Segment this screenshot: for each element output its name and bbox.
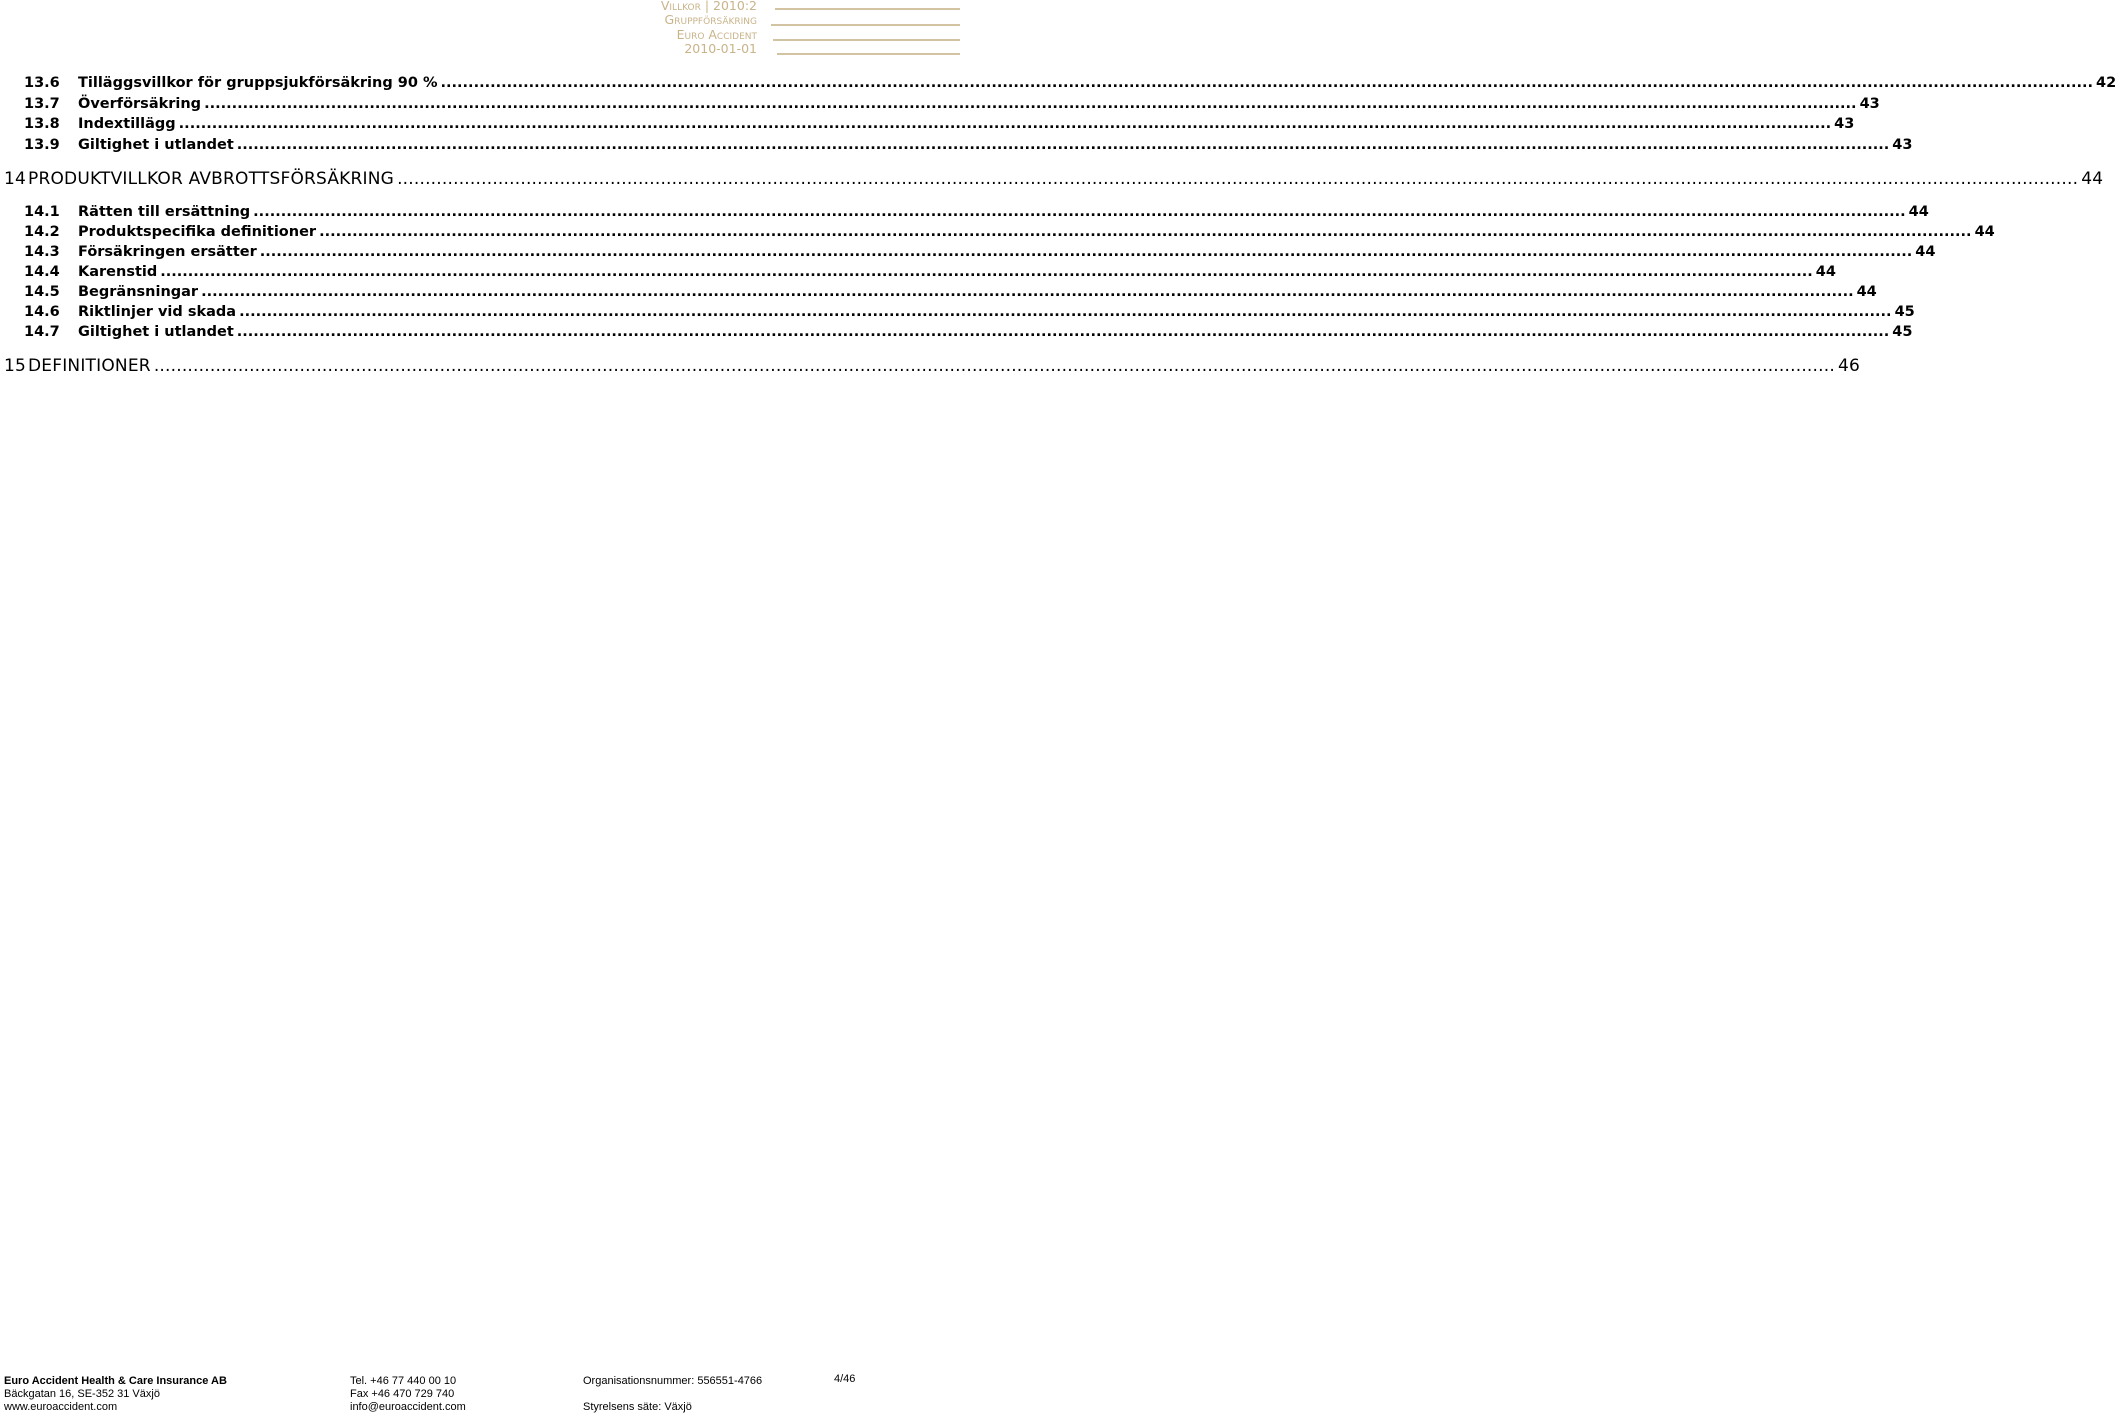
- toc-entry-page: 45: [1892, 324, 1913, 340]
- toc-entry[interactable]: [24, 224, 1995, 244]
- toc-entry-page: 43: [1859, 96, 1880, 112]
- toc-entry-number: 13.9: [24, 137, 60, 153]
- toc-entry[interactable]: [24, 264, 1836, 284]
- toc-entry-title: PRODUKTVILLKOR AVBROTTSFÖRSÄKRING: [28, 169, 395, 189]
- toc-entry-number: 14.2: [24, 224, 60, 240]
- toc-entry-title: Indextillägg: [78, 116, 176, 132]
- toc-entry-page: 44: [1856, 284, 1877, 300]
- toc-entry-page: 44: [2081, 169, 2104, 189]
- toc-entry[interactable]: [24, 96, 1880, 116]
- toc-entry-title: Karenstid: [78, 264, 158, 280]
- toc-entry-number: 13.8: [24, 116, 60, 132]
- toc-entry-number: 14.6: [24, 304, 60, 320]
- document-header: [620, 0, 757, 56]
- toc-entry-title: Tilläggsvillkor för gruppsjukförsäkring 90 %: [78, 75, 438, 91]
- toc-entry-page: 44: [1908, 204, 1929, 220]
- toc-entry-page: 46: [1837, 356, 1861, 376]
- toc-entry-page: 43: [1834, 116, 1855, 132]
- toc-entry-number: 15: [4, 356, 27, 376]
- toc-entry-title: Försäkringen ersätter: [78, 244, 257, 260]
- toc-dot-leader: ............................................................................................................................................................................................................................................................................................................: [259, 244, 1913, 260]
- header-rule-4: [777, 53, 960, 55]
- header-line-3: Euro Accident: [676, 26, 757, 42]
- toc-dot-leader: ............................................................................................................................................................................................................................................................................................................: [153, 356, 1835, 376]
- header-rule-3: [773, 39, 960, 41]
- toc-dot-leader: ............................................................................................................................................................................................................................................................................................................: [319, 224, 1972, 240]
- toc-entry-title: Giltighet i utlandet: [78, 137, 234, 153]
- toc-entry-number: 14: [4, 169, 27, 189]
- footer-org-number: Organisationsnummer: 556551-4766: [583, 1375, 763, 1387]
- footer-website[interactable]: www.euroaccident.com: [4, 1401, 118, 1413]
- toc-entry[interactable]: [24, 116, 1855, 136]
- footer-email[interactable]: info@euroaccident.com: [350, 1401, 466, 1413]
- toc-entry-page: 44: [1915, 244, 1936, 260]
- toc-dot-leader: ............................................................................................................................................................................................................................................................................................................: [397, 169, 2079, 189]
- toc-entry-number: 13.7: [24, 96, 60, 112]
- toc-entry-title: Riktlinjer vid skada: [78, 304, 237, 320]
- toc-entry[interactable]: [24, 75, 2116, 95]
- toc-dot-leader: ............................................................................................................................................................................................................................................................................................................: [178, 116, 1832, 132]
- toc-entry-title: Rätten till ersättning: [78, 204, 251, 220]
- footer-fax: Fax +46 470 729 740: [350, 1388, 455, 1400]
- footer-address: Bäckgatan 16, SE-352 31 Växjö: [4, 1388, 160, 1400]
- toc-entry[interactable]: [24, 204, 1929, 224]
- toc-entry-number: 14.4: [24, 264, 60, 280]
- toc-entry-number: 13.6: [24, 75, 60, 91]
- toc-entry-number: 14.1: [24, 204, 60, 220]
- toc-entry[interactable]: [4, 356, 1861, 376]
- footer-board-seat: Styrelsens säte: Växjö: [583, 1401, 692, 1413]
- toc-entry-number: 14.7: [24, 324, 60, 340]
- toc-dot-leader: ............................................................................................................................................................................................................................................................................................................: [201, 284, 1854, 300]
- toc-entry-title: DEFINITIONER: [28, 356, 151, 376]
- toc-entry[interactable]: [24, 284, 1877, 304]
- header-line-1: Villkor | 2010:2: [660, 0, 757, 13]
- toc-dot-leader: ............................................................................................................................................................................................................................................................................................................: [204, 96, 1857, 112]
- toc-entry-page: 44: [1974, 224, 1995, 240]
- header-doc-type: Villkor: [660, 0, 701, 13]
- toc-entry-title: Produktspecifika definitioner: [78, 224, 317, 240]
- toc-entry-page: 42: [2096, 75, 2116, 91]
- toc-entry[interactable]: [4, 169, 2104, 189]
- header-rule-2: [771, 24, 960, 26]
- toc-entry-page: 45: [1894, 304, 1915, 320]
- toc-entry[interactable]: [24, 324, 1913, 344]
- header-line-2: Gruppförsäkring: [664, 12, 757, 28]
- toc-entry-page: 44: [1815, 264, 1836, 280]
- toc-entry-title: Giltighet i utlandet: [78, 324, 234, 340]
- header-date: 2010-01-01: [684, 40, 757, 56]
- toc-entry[interactable]: [24, 244, 1936, 264]
- toc-entry[interactable]: [24, 137, 1913, 157]
- toc-entry-title: Begränsningar: [78, 284, 199, 300]
- toc-dot-leader: ............................................................................................................................................................................................................................................................................................................: [440, 75, 2094, 91]
- toc-dot-leader: ............................................................................................................................................................................................................................................................................................................: [236, 137, 1890, 153]
- toc-entry-title: Överförsäkring: [78, 96, 202, 112]
- toc-entry[interactable]: [24, 304, 1915, 324]
- toc-dot-leader: ............................................................................................................................................................................................................................................................................................................: [253, 204, 1906, 220]
- toc-dot-leader: ............................................................................................................................................................................................................................................................................................................: [236, 324, 1890, 340]
- toc-entry-number: 14.3: [24, 244, 60, 260]
- header-rule-1: [775, 8, 960, 10]
- toc-dot-leader: ............................................................................................................................................................................................................................................................................................................: [160, 264, 1813, 280]
- footer-company: Euro Accident Health & Care Insurance AB: [4, 1375, 227, 1387]
- footer-page-number: 4/46: [834, 1373, 856, 1385]
- toc-entry-number: 14.5: [24, 284, 60, 300]
- footer-telephone: Tel. +46 77 440 00 10: [350, 1375, 457, 1387]
- toc-entry-page: 43: [1892, 137, 1913, 153]
- toc-dot-leader: ............................................................................................................................................................................................................................................................................................................: [239, 304, 1892, 320]
- header-version: 2010:2: [713, 0, 757, 13]
